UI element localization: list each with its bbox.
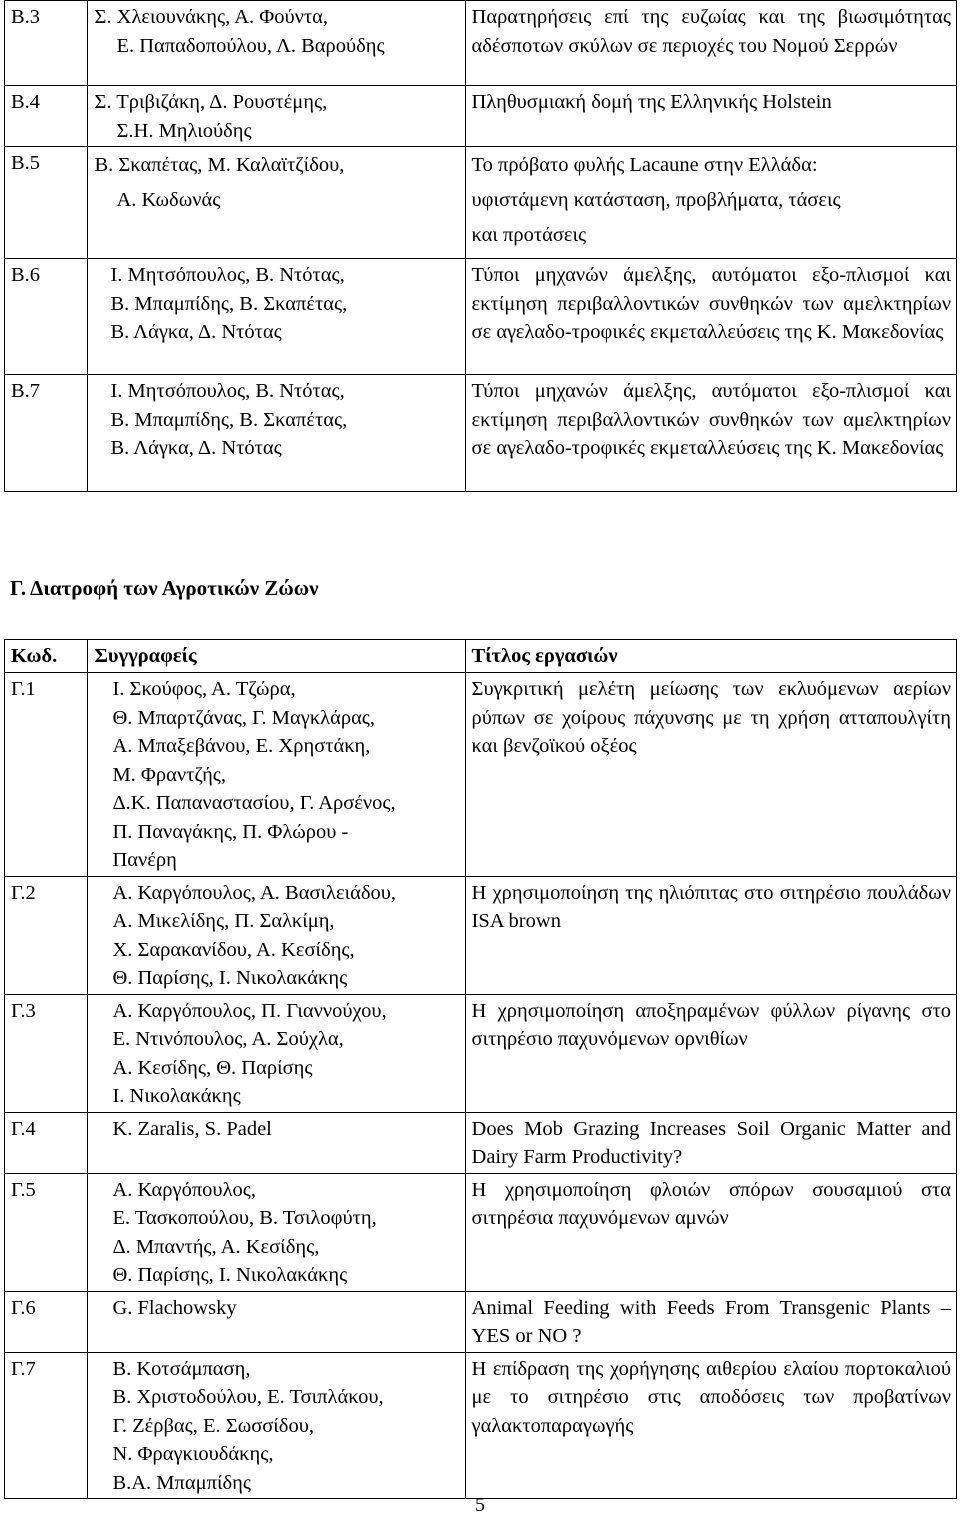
table-section-b bbox=[4, 0, 957, 492]
row-title: Η επίδραση της χορήγησης αιθερίου ελαίου πορτοκαλιού με το σιτηρέσιο στις αποδόσεις των προβατίνων γαλακτοπαραγωγής bbox=[465, 1352, 956, 1499]
table-row bbox=[5, 1291, 957, 1352]
table-row bbox=[5, 1112, 957, 1173]
table-row bbox=[5, 86, 957, 147]
row-title: Τύποι μηχανών άμελξης, αυτόματοι εξο-πλισμοί και εκτίμηση περιβαλλοντικών συνθηκών των αμελκτηρίων σε αγελαδο-τροφικές εκμεταλλεύσεις της Κ. Μακεδονίας bbox=[465, 259, 956, 375]
row-code: Γ.5 bbox=[5, 1173, 88, 1291]
row-authors: Ι. Σκούφος, Α. Τζώρα, Θ. Μπαρτζάνας, Γ. Μαγκλάρας, Α. Μπαξεβάνου, Ε. Χρηστάκη, Μ. Φραντζής, Δ.Κ. Παπαναστασίου, Γ. Αρσένος, Π. Παναγάκης, Π. Φλώρου - Πανέρη bbox=[88, 673, 465, 877]
row-authors: G. Flachowsky bbox=[88, 1291, 465, 1352]
row-title: Η χρησιμοποίηση φλοιών σπόρων σουσαμιού στα σιτηρέσια παχυνόμενων αμνών bbox=[465, 1173, 956, 1291]
header-title: Τίτλος εργασιών bbox=[465, 640, 956, 673]
table-row bbox=[5, 1173, 957, 1291]
row-title: Το πρόβατο φυλής Lacaune στην Ελλάδα: υφιστάμενη κατάσταση, προβλήματα, τάσεις και προτάσεις bbox=[465, 147, 956, 259]
row-authors: Κ. Zaralis, S. Padel bbox=[88, 1112, 465, 1173]
row-code: Β.5 bbox=[5, 147, 88, 259]
row-title: Πληθυσμιακή δομή της Ελληνικής Holstein bbox=[465, 86, 956, 147]
row-code: Γ.1 bbox=[5, 673, 88, 877]
row-code: Β.7 bbox=[5, 375, 88, 492]
row-code: Γ.3 bbox=[5, 994, 88, 1112]
table-row bbox=[5, 1, 957, 86]
table-row bbox=[5, 259, 957, 375]
row-code: Β.3 bbox=[5, 1, 88, 86]
row-code: Β.4 bbox=[5, 86, 88, 147]
row-title: Η χρησιμοποίηση της ηλιόπιτας στο σιτηρέσιο πουλάδων ISA brown bbox=[465, 876, 956, 994]
row-authors: Α. Καργόπουλος, Ε. Τασκοπούλου, Β. Τσιλοφύτη, Δ. Μπαντής, Α. Κεσίδης, Θ. Παρίσης, Ι. Νικολακάκης bbox=[88, 1173, 465, 1291]
page-number: 5 bbox=[475, 1494, 485, 1516]
table-row bbox=[5, 1352, 957, 1499]
row-authors: Α. Καργόπουλος, Α. Βασιλειάδου, Α. Μικελίδης, Π. Σαλκίμη, Χ. Σαρακανίδου, Α. Κεσίδης, Θ. Παρίσης, Ι. Νικολακάκης bbox=[88, 876, 465, 994]
row-authors: Σ. Τριβιζάκη, Δ. Ρουστέμης, Σ.Η. Μηλιούδης bbox=[88, 86, 465, 147]
row-code: Γ.6 bbox=[5, 1291, 88, 1352]
row-title: Animal Feeding with Feeds From Transgenic Plants – YES or NO ? bbox=[465, 1291, 956, 1352]
row-code: Γ.2 bbox=[5, 876, 88, 994]
table-row bbox=[5, 673, 957, 877]
header-authors: Συγγραφείς bbox=[88, 640, 465, 673]
row-authors: Α. Καργόπουλος, Π. Γιαννούχου, Ε. Ντινόπουλος, Α. Σούχλα, Α. Κεσίδης, Θ. Παρίσης Ι. Νικολακάκης bbox=[88, 994, 465, 1112]
table-header-row bbox=[5, 640, 957, 673]
row-code: Β.6 bbox=[5, 259, 88, 375]
row-code: Γ.4 bbox=[5, 1112, 88, 1173]
row-authors: Σ. Χλειουνάκης, Α. Φούντα, Ε. Παπαδοπούλου, Λ. Βαρούδης bbox=[88, 1, 465, 86]
row-title: Does Mob Grazing Increases Soil Organic Matter and Dairy Farm Productivity? bbox=[465, 1112, 956, 1173]
row-authors: Ι. Μητσόπουλος, Β. Ντότας, Β. Μπαμπίδης, Β. Σκαπέτας, Β. Λάγκα, Δ. Ντότας bbox=[88, 375, 465, 492]
row-code: Γ.7 bbox=[5, 1352, 88, 1499]
table-row bbox=[5, 375, 957, 492]
row-title: Συγκριτική μελέτη μείωσης των εκλυόμενων αερίων ρύπων σε χοίρους πάχυνσης με τη χρήση ατταπουλγίτη και βενζοϊκού οξέος bbox=[465, 673, 956, 877]
table-row bbox=[5, 876, 957, 994]
table-section-g bbox=[4, 639, 957, 1499]
header-code: Κωδ. bbox=[5, 640, 88, 673]
row-title: Τύποι μηχανών άμελξης, αυτόματοι εξο-πλισμοί και εκτίμηση περιβαλλοντικών συνθηκών των αμελκτηρίων σε αγελαδο-τροφικές εκμεταλλεύσεις της Κ. Μακεδονίας bbox=[465, 375, 956, 492]
row-title: Η χρησιμοποίηση αποξηραμένων φύλλων ρίγανης στο σιτηρέσιο παχυνόμενων ορνιθίων bbox=[465, 994, 956, 1112]
row-authors: Β. Σκαπέτας, Μ. Καλαϊτζίδου, Α. Κωδωνάς bbox=[88, 147, 465, 259]
table-row bbox=[5, 147, 957, 259]
row-authors: Ι. Μητσόπουλος, Β. Ντότας, Β. Μπαμπίδης, Β. Σκαπέτας, Β. Λάγκα, Δ. Ντότας bbox=[88, 259, 465, 375]
table-row bbox=[5, 994, 957, 1112]
row-title: Παρατηρήσεις επί της ευζωίας και της βιωσιμότητας αδέσποτων σκύλων σε περιοχές του Νομού Σερρών bbox=[465, 1, 956, 86]
section-heading: Γ. Διατροφή των Αγροτικών Ζώων bbox=[10, 576, 319, 600]
row-authors: Β. Κοτσάμπαση, Β. Χριστοδούλου, Ε. Τσιπλάκου, Γ. Ζέρβας, Ε. Σωσσίδου, Ν. Φραγκιουδάκης, Β.Α. Μπαμπίδης bbox=[88, 1352, 465, 1499]
